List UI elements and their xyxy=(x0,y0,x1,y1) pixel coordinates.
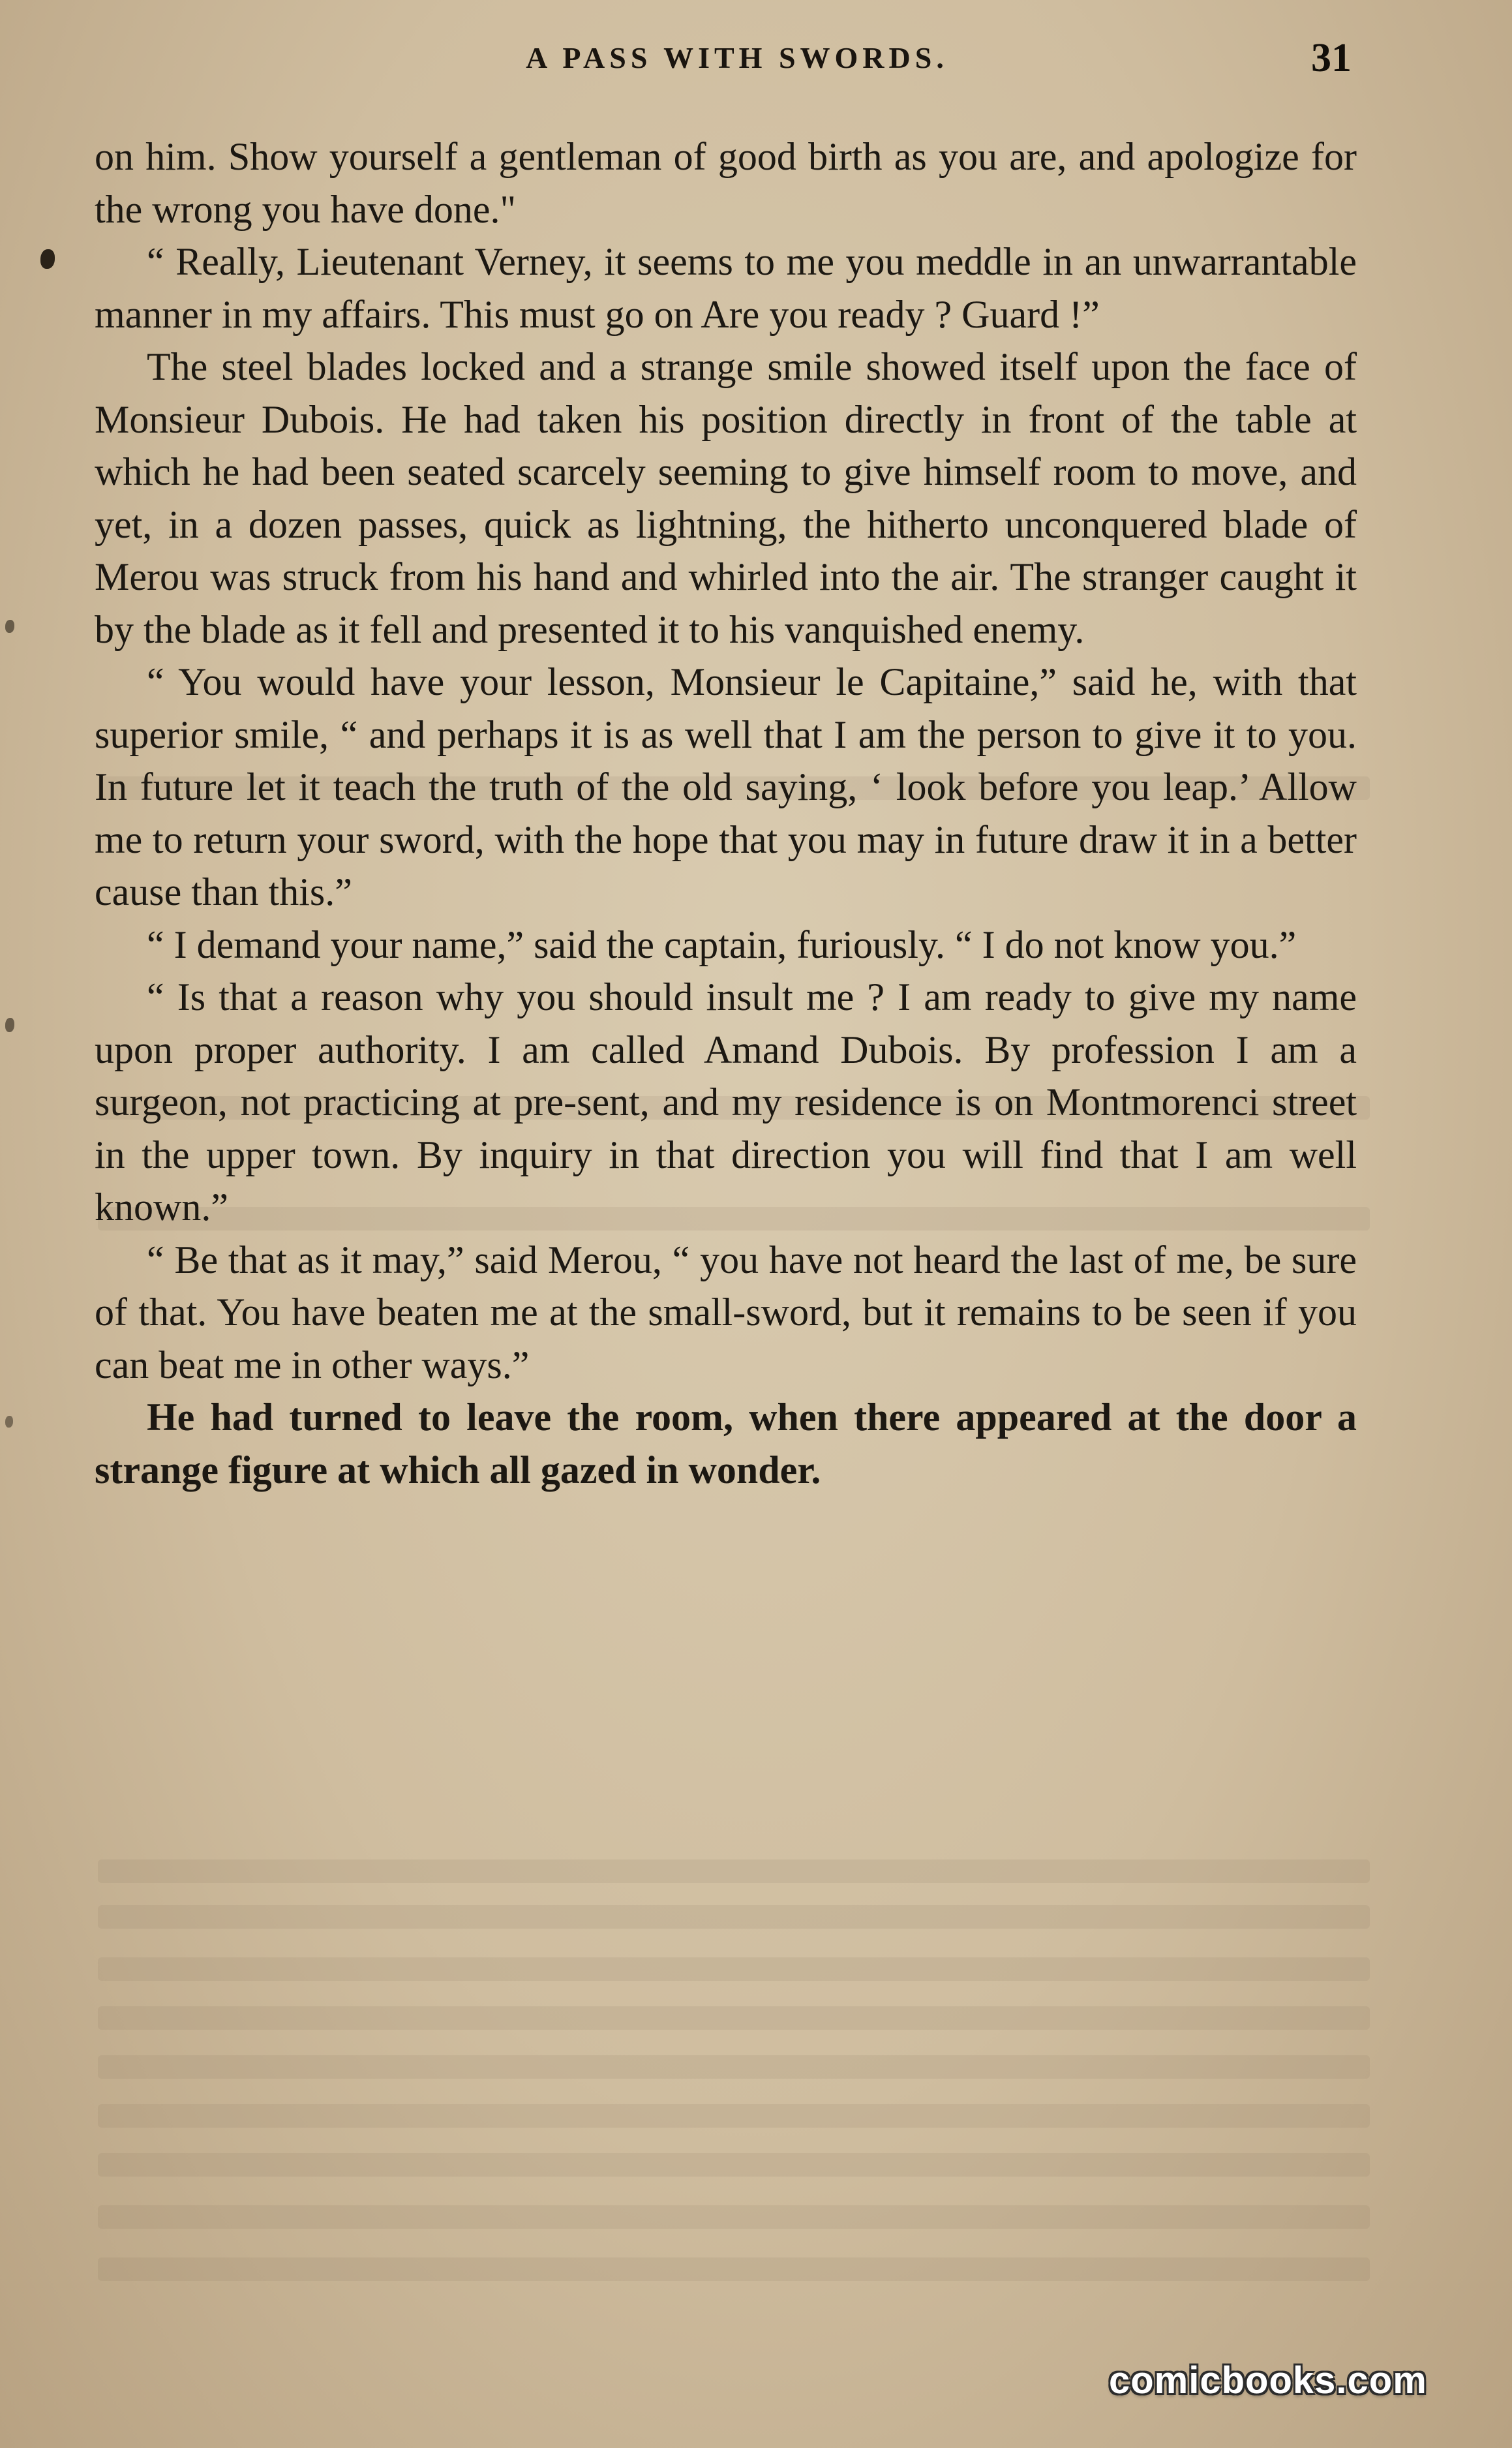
margin-ink-mark xyxy=(5,1416,13,1428)
margin-ink-mark xyxy=(5,1018,14,1032)
page-header xyxy=(0,36,1512,86)
running-title: A PASS WITH SWORDS. xyxy=(526,41,948,74)
paragraph: The steel blades locked and a strange smile showed itself upon the face of Monsieur Dubois. He had taken his position directly in front of the table at which he had been seated scarcely seeming to give himself room to move, and yet, in a dozen passes, quick as lightning, the hitherto unconquered blade of Merou was struck from his hand and whirled into the air. The stranger caught it by the blade as it fell and presented it to his vanquished enemy. xyxy=(95,345,1357,651)
paragraph: He had turned to leave the room, when there appeared at the door a strange figure at which all gazed in wonder. xyxy=(95,1396,1357,1492)
page-number: 31 xyxy=(1311,36,1352,80)
paragraph: “ You would have your lesson, Monsieur le Capitaine,” said he, with that superior smile, “ and perhaps it is as well that I am the person to give it to you. In future let it teach the truth of the old saying, ‘ look before you leap.’ Allow me to return your sword, with the hope that you may in future draw it in a better cause than this.” xyxy=(95,660,1357,913)
bleed-through-line xyxy=(98,1957,1370,1981)
bleed-through-line xyxy=(98,1859,1370,1883)
paragraph: “ Be that as it may,” said Merou, “ you have not heard the last of me, be sure of that. You have beaten me at the small-sword, but it remains to be seen if you can beat me in other ways.” xyxy=(95,1238,1357,1386)
paragraph: on him. Show yourself a gentleman of good birth as you are, and apologize for the wrong you have done." xyxy=(95,135,1357,231)
bleed-through-line xyxy=(98,2055,1370,2079)
watermark: comicbooks.com xyxy=(1109,2359,1427,2402)
bleed-through-line xyxy=(98,2104,1370,2128)
margin-ink-mark xyxy=(40,249,55,269)
margin-ink-mark xyxy=(5,620,14,633)
bleed-through-line xyxy=(98,2153,1370,2177)
paragraph: “ I demand your name,” said the captain, furiously. “ I do not know you.” xyxy=(147,923,1297,966)
bleed-through-line xyxy=(98,2006,1370,2030)
bleed-through-line xyxy=(98,2205,1370,2229)
bleed-through-line xyxy=(98,1905,1370,1929)
body-text xyxy=(95,130,1357,1496)
paragraph: “ Really, Lieutenant Verney, it seems to me you meddle in an unwarrantable manner in my affairs. This must go on Are you ready ? Guard !” xyxy=(95,240,1357,336)
paragraph: “ Is that a reason why you should insult me ? I am ready to give my name upon proper authority. I am called Amand Dubois. By profession I am a surgeon, not practicing at pre-sent, and my residence is on Montmorenci street in the upper town. By inquiry in that direction you will find that I am well known.” xyxy=(95,975,1357,1229)
bleed-through-line xyxy=(98,2257,1370,2281)
